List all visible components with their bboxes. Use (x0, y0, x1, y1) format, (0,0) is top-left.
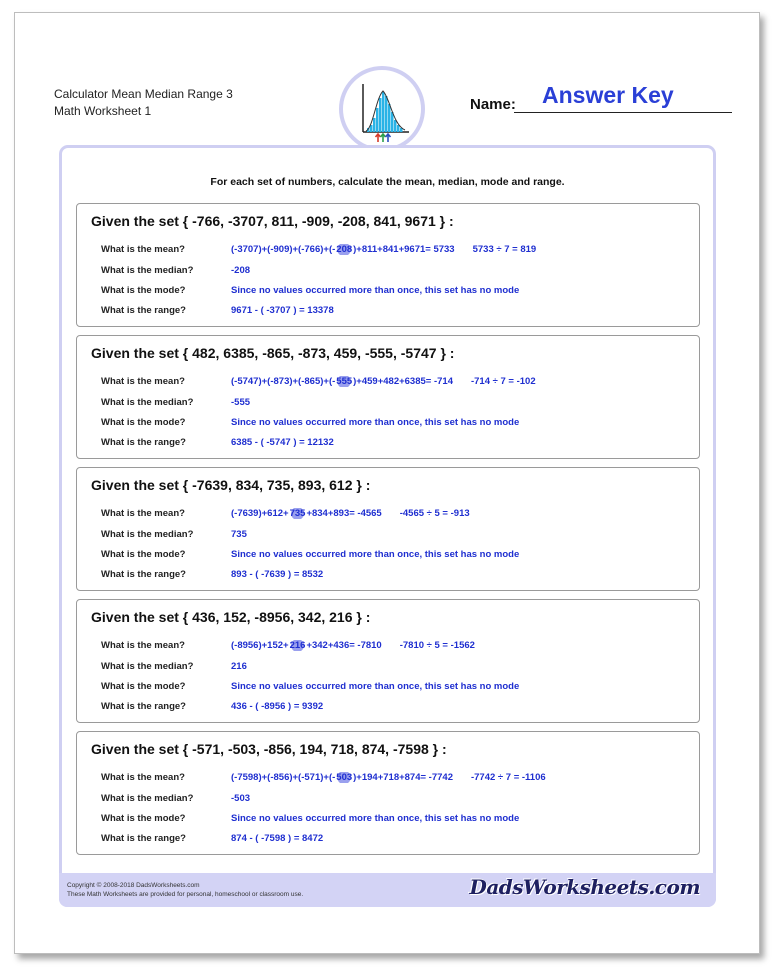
name-field (470, 84, 732, 114)
given-set: Given the set { 482, 6385, -865, -873, 459, -555, -5747 } : (91, 345, 455, 361)
mode-answer: Since no values occurred more than once, this set has no mode (231, 549, 520, 560)
mode-question: What is the mode? (101, 681, 186, 692)
mean-question: What is the mean? (101, 772, 185, 783)
mean-row (77, 244, 699, 260)
median-question: What is the median? (101, 529, 194, 540)
median-highlight: 503 (336, 772, 353, 783)
problem-card (76, 731, 700, 855)
median-row (77, 661, 699, 677)
median-question: What is the median? (101, 661, 194, 672)
mode-row (77, 813, 699, 829)
median-answer: 735 (231, 529, 247, 540)
mean-question: What is the mean? (101, 508, 185, 519)
instructions: For each set of numbers, calculate the mean, median, mode and range. (210, 176, 565, 188)
copyright-notice (67, 881, 303, 899)
range-answer: 893 - ( -7639 ) = 8532 (231, 569, 324, 580)
range-answer: 9671 - ( -3707 ) = 13378 (231, 305, 334, 316)
worksheet-frame (59, 145, 716, 907)
range-question: What is the range? (101, 569, 186, 580)
mode-question: What is the mode? (101, 417, 186, 428)
range-question: What is the range? (101, 437, 186, 448)
range-question: What is the range? (101, 833, 186, 844)
mean-division: -7810 ÷ 5 = -1562 (399, 640, 475, 651)
median-highlight: 555 (336, 376, 353, 387)
mean-row (77, 772, 699, 788)
problem-card (76, 203, 700, 327)
title-line-1: Calculator Mean Median Range 3 (54, 87, 233, 101)
bell-curve-histogram-icon (339, 66, 425, 152)
problem-card (76, 335, 700, 459)
median-answer: -503 (231, 793, 251, 804)
median-highlight: 735 (289, 508, 306, 519)
mode-answer: Since no values occurred more than once, this set has no mode (231, 681, 520, 692)
median-answer: 216 (231, 661, 247, 672)
problem-card (76, 599, 700, 723)
mean-question: What is the mean? (101, 376, 185, 387)
dadsworksheets-logo: DadsWorksheets.com (469, 875, 700, 899)
mean-row (77, 640, 699, 656)
median-row (77, 529, 699, 545)
mean-division: -7742 ÷ 7 = -1106 (470, 772, 546, 783)
mode-row (77, 549, 699, 565)
title-line-2: Math Worksheet 1 (54, 104, 152, 118)
mode-question: What is the mode? (101, 285, 186, 296)
usage-text: These Math Worksheets are provided for personal, homeschool or classroom use. (67, 891, 304, 898)
range-question: What is the range? (101, 701, 186, 712)
range-answer: 436 - ( -8956 ) = 9392 (231, 701, 324, 712)
range-answer: 6385 - ( -5747 ) = 12132 (231, 437, 334, 448)
median-answer: -208 (231, 265, 251, 276)
median-highlight: 216 (289, 640, 306, 651)
range-answer: 874 - ( -7598 ) = 8472 (231, 833, 324, 844)
mean-question: What is the mean? (101, 244, 185, 255)
mode-answer: Since no values occurred more than once, this set has no mode (231, 813, 520, 824)
mean-answer: (-8956)+152+216+342+436= -7810 -7810 ÷ 5 = -1562 (231, 640, 475, 651)
range-row (77, 833, 699, 849)
given-set: Given the set { -766, -3707, 811, -909, -208, 841, 9671 } : (91, 213, 454, 229)
copyright-text: Copyright © 2008-2018 DadsWorksheets.com (67, 882, 200, 889)
mean-answer: (-5747)+(-873)+(-865)+(-555)+459+482+6385= -714 -714 ÷ 7 = -102 (231, 376, 536, 387)
mean-division: 5733 ÷ 7 = 819 (472, 244, 537, 255)
worksheet-title (54, 86, 233, 120)
mean-row (77, 376, 699, 392)
mode-row (77, 681, 699, 697)
footer (59, 873, 716, 907)
median-row (77, 265, 699, 281)
mode-question: What is the mode? (101, 813, 186, 824)
mean-row (77, 508, 699, 524)
mode-question: What is the mode? (101, 549, 186, 560)
mean-answer: (-7598)+(-856)+(-571)+(-503)+194+718+874= -7742 -7742 ÷ 7 = -1106 (231, 772, 546, 783)
mode-row (77, 285, 699, 301)
mean-division: -4565 ÷ 5 = -913 (399, 508, 470, 519)
range-row (77, 437, 699, 453)
mean-division: -714 ÷ 7 = -102 (470, 376, 536, 387)
name-underline (514, 112, 732, 113)
median-question: What is the median? (101, 397, 194, 408)
median-row (77, 793, 699, 809)
median-answer: -555 (231, 397, 251, 408)
mode-answer: Since no values occurred more than once, this set has no mode (231, 417, 520, 428)
problem-card (76, 467, 700, 591)
mean-answer: (-3707)+(-909)+(-766)+(-208)+811+841+9671= 5733 5733 ÷ 7 = 819 (231, 244, 537, 255)
range-row (77, 305, 699, 321)
given-set: Given the set { -571, -503, -856, 194, 718, 874, -7598 } : (91, 741, 447, 757)
mode-row (77, 417, 699, 433)
mode-answer: Since no values occurred more than once, this set has no mode (231, 285, 520, 296)
median-question: What is the median? (101, 793, 194, 804)
given-set: Given the set { 436, 152, -8956, 342, 216 } : (91, 609, 371, 625)
median-question: What is the median? (101, 265, 194, 276)
median-row (77, 397, 699, 413)
mean-question: What is the mean? (101, 640, 185, 651)
range-question: What is the range? (101, 305, 186, 316)
answer-key-label: Answer Key (542, 82, 674, 108)
name-label: Name: (470, 96, 516, 113)
range-row (77, 701, 699, 717)
range-row (77, 569, 699, 585)
given-set: Given the set { -7639, 834, 735, 893, 612 } : (91, 477, 371, 493)
median-highlight: 208 (336, 244, 353, 255)
mean-answer: (-7639)+612+735+834+893= -4565 -4565 ÷ 5 = -913 (231, 508, 470, 519)
